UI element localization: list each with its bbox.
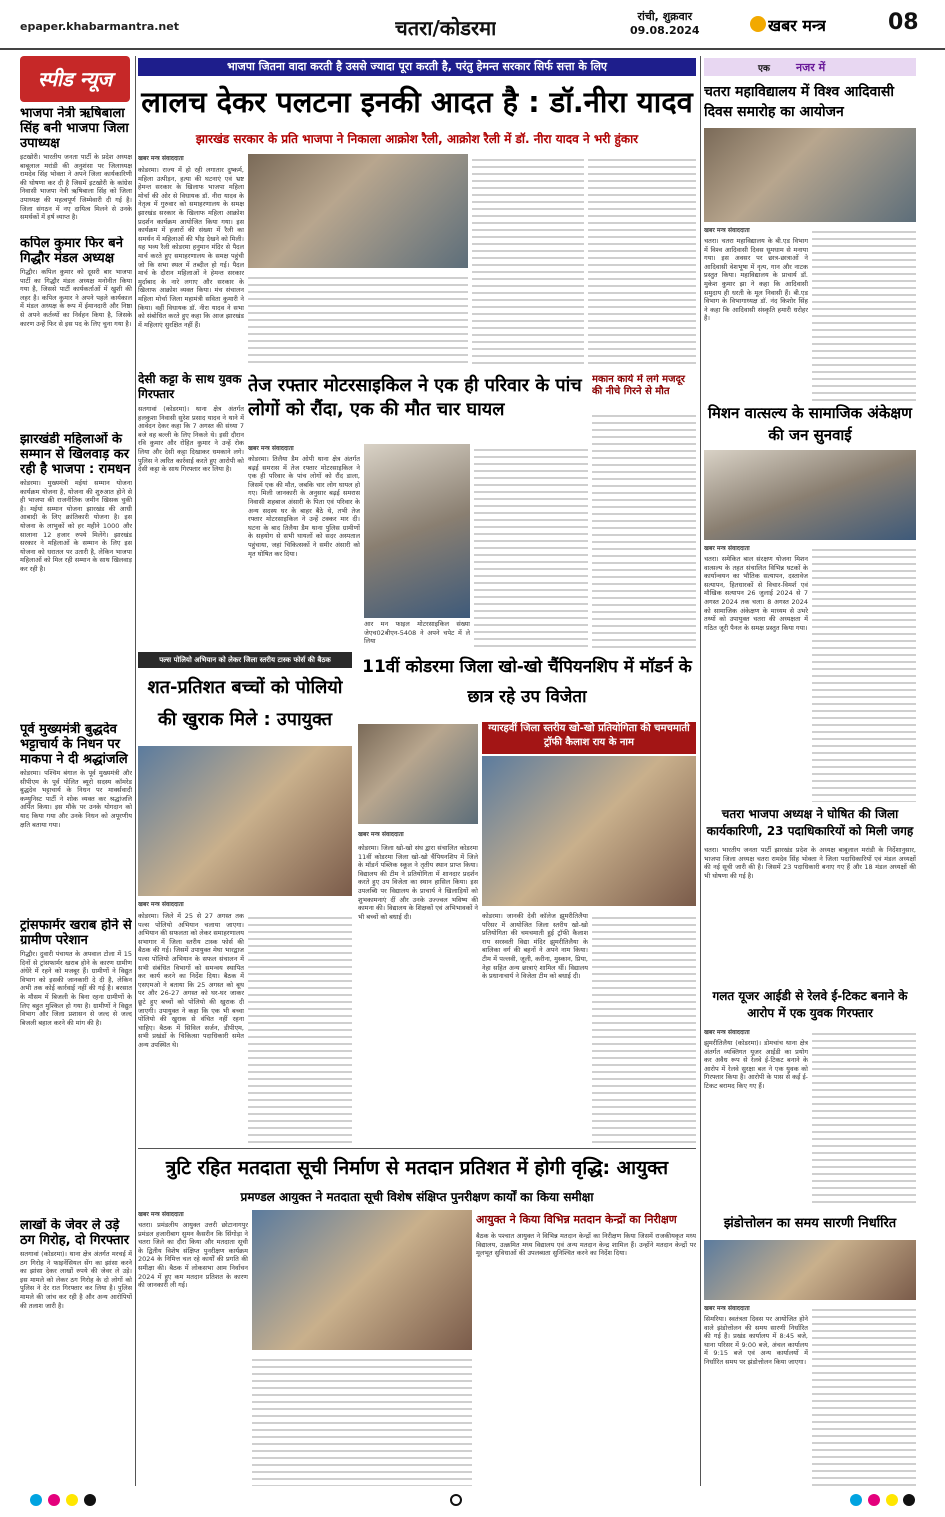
- story-body: सतगावां (कोडरमा)। थाना क्षेत्र अंतर्गत हलकुशा निवासी सुरेश प्रसाद यादव ने थाने में आवेदन देकर कहा कि 7 अगस्त की संध्या 7 बजे वह बल्ली के लिए निकले थे। इसी दौरान रवि कुमार और रोहित कुमार ने उन्हें रोक लिया और देसी कट्टा दिखाकर धमकाने लगे। पुलिस ने त्वरित कार्रवाई करते हुए आरोपी को देसी कट्टा के साथ गिरफ्तार कर लिया है।: [138, 405, 244, 474]
- desi-katta-story: [138, 372, 244, 650]
- r2-headline: मिशन वात्सल्य के सामाजिक अंकेक्षण की जन सुनवाई: [708, 404, 912, 444]
- kailash-body: कोडरमा। जानकी देवी कॉलेज झुमरीतिलैया परिसर में आयोजित जिला स्तरीय खो-खो प्रतियोगिता की चमचमाती हुई ट्रॉफी कैलाश राय सरस्वती विद्या मंदिर झुमरीतिलैया के बालिका वर्ग की बहनों ने अपने नाम किया। टीम में पल्लवी, जूली, करीना, मुस्कान, प्रिया, नेहा सहित अन्य छात्राएं शामिल थीं। विद्यालय के प्रधानाचार्य ने विजेता टीम को बधाई दी।: [482, 912, 588, 981]
- r2-col: [704, 544, 808, 802]
- left-item-1: [20, 106, 132, 230]
- section-title: चतरा/कोडरमा: [395, 16, 497, 40]
- column-divider: [700, 56, 701, 1486]
- left-headline: ट्रांसफार्मर खराब होने से ग्रामीण परेशान: [20, 918, 132, 948]
- voter-body: चतरा। प्रमंडलीय आयुक्त उत्तरी छोटानागपुर प्रमंडल हजारीबाग सुमन कैसरीन कि सिंगोड़ा ने चतरा जिले का दौरा किया और मतदाता सूची के द्वितीय विशेष संक्षिप्त पुनरीक्षण कार्यक्रम 2024 के निमित्त चल रहे कार्यों की प्रगति की समीक्षा की। बैठक में लोकसभा आम निर्वाचन 2024 में हुए कम मतदान प्रतिशत के कारण की जानकारी ली गई।: [138, 1221, 248, 1290]
- top-band: भाजपा जितना वादा करती है उससे ज्यादा पूरा करती है, परंतु हेमन्त सरकार सिर्फ सत्ता के लिए: [138, 58, 696, 76]
- mazdoor-text-block: [592, 410, 696, 650]
- r5-byline: खबर मन्त्र संवाददाता: [704, 1305, 750, 1312]
- lead-headline: लालच देकर पलटना इनकी आदत है : डॉ.नीरा यादव: [141, 85, 693, 119]
- polio-body: कोडरमा। जिले में 25 से 27 अगस्त तक पल्स पोलियो अभियान चलाया जाएगा। अभियान की सफलता को लेकर समाहरणालय सभागार में जिला स्तरीय टास्क फोर्स की बैठक की गई। जिसमें उपायुक्त मेघा भारद्वाज पल्स पोलियो अभियान के सफल संचालन में सभी संबंधित विभागों को समन्वय स्थापित कर कार्य करने का निर्देश दिया। बैठक में एसएमओ ने बताया कि 25 अगस्त को बूथ पर और 26-27 अगस्त को घर-घर जाकर छूटे हुए बच्चों को पोलियो की खुराक दी जाएगी। उपायुक्त ने कहा कि एक भी बच्चा पोलियो की खुराक से वंचित नहीं रहना चाहिए। बैठक में सिविल सर्जन, डीपीएम, सभी प्रखंडों के चिकित्सा पदाधिकारी समेत अन्य उपस्थित थे।: [138, 912, 244, 1049]
- lead-text-block: [248, 272, 468, 366]
- voter-col-1: [138, 1210, 248, 1486]
- city-day: रांची, शुक्रवार: [637, 10, 693, 23]
- r2-byline: खबर मन्त्र संवाददाता: [704, 545, 750, 552]
- rally-photo: [248, 154, 468, 268]
- masthead: [0, 0, 945, 50]
- voter-byline: खबर मन्त्र संवाददाता: [138, 1211, 184, 1218]
- story-headline: देसी कट्टा के साथ युवक गिरफ्तार: [138, 372, 242, 401]
- tab-nazar: नजर में: [796, 61, 826, 74]
- r4-text-block: [812, 1028, 916, 1208]
- voter-subhead: आयुक्त ने किया विभिन्न मतदान केन्द्रों का निरीक्षण: [476, 1213, 677, 1226]
- registration-dot-icon: [886, 1494, 898, 1506]
- left-headline: पूर्व मुख्यमंत्री बुद्धदेव भट्टाचार्य के निधन पर माकपा ने दी श्रद्धांजलि: [20, 722, 128, 767]
- voter-headline: त्रुटि रहित मतदाता सूची निर्माण से मतदान प्रतिशत में होगी वृद्धि: आयुक्त: [165, 1157, 669, 1179]
- polio-meeting-photo: [138, 746, 352, 896]
- dateline: [630, 10, 700, 38]
- r3-body: चतरा। भारतीय जनता पार्टी झारखंड प्रदेश के अध्यक्ष बाबूलाल मरांडी के निर्देशानुसार, भाजपा जिला अध्यक्ष चतरा रामदेव सिंह भोक्ता ने जिला पदाधिकारियों एवं मंडल अध्यक्षों की नई सूची जारी की है। जिसमें 23 पदाधिकारी बनाए गए हैं और 18 मंडल अध्यक्षों की भी घोषणा की गई है।: [704, 846, 916, 880]
- registration-dot-icon: [48, 1494, 60, 1506]
- left-item-4: [20, 722, 132, 912]
- polio-text-block: [248, 912, 352, 1144]
- polio-byline: खबर मन्त्र संवाददाता: [138, 901, 184, 908]
- speed-news-logo: स्पीड न्यूज: [20, 56, 130, 102]
- polio-band: पल्स पोलियो अभियान को लेकर जिला स्तरीय टास्क फोर्स की बैठक: [138, 652, 352, 668]
- r2-text-block: [812, 544, 916, 802]
- r1-body: चतरा। चतरा महाविद्यालय के बी.एड विभाग में विश्व आदिवासी दिवस धूमधाम से मनाया गया। इस अवसर पर छात्र-छात्राओं ने आदिवासी वेशभूषा में नृत्य, गान और नाटक प्रस्तुत किया। महाविद्यालय के प्राचार्य डॉ. मुकेश कुमार झा ने कहा कि आदिवासी समुदाय ही धरती के मूल निवासी हैं। बी.एड विभाग के विभागाध्यक्ष डॉ. नंद किशोर सिंह ने कहा कि आदिवासी संस्कृति हमारी धरोहर है।: [704, 237, 808, 323]
- khokho-photo: [358, 724, 478, 824]
- left-body: गिद्धौर। कपिल कुमार को दूसरी बार भाजपा पार्टी का गिद्धौर मंडल अध्यक्ष मनोनीत किया गया है, जिससे पार्टी कार्यकर्ताओं में खुशी की लहर है। कपिल कुमार ने अपने पहले कार्यकाल में मंडल अध्यक्ष के रूप में ईमानदारी और निष्ठा से अपने कर्तव्यों का निर्वहन किया है, जिसके कारण उन्हें फिर से इस पद के लिए चुना गया है।: [20, 268, 132, 328]
- lead-body: कोडरमा। राज्य में हो रही लगातार दुष्कर्म, महिला उत्पीड़न, हत्या की घटनाएं एवं भ्रष्ट हेमन्त सरकार के खिलाफ भाजपा महिला मोर्चा की ओर से विधायक डॉ. नीरा यादव के नेतृत्व में गुरुवार को समाहरणालय के समक्ष झारखंड सरकार के खिलाफ महिला आक्रोश प्रदर्शन कार्यक्रम आयोजित किया गया। इस कार्यक्रम में हजारों की संख्या में रैली का समर्थन में महिलाओं की भीड़ देखने को मिली। यह भव्य रैली कोडरमा हनुमान मंदिर से पैदल मार्च करते हुए समाहरणालय के समक्ष पहुंची जो कि सभा स्थल में तब्दील हो गई। पैदल मार्च के दौरान महिलाओं ने हेमन्त सरकार मुर्दाबाद के नारे लगाए और सरकार के खिलाफ आक्रोश व्यक्त किया। मंच संचालन महिला मोर्चा जिला महामंत्री सविता कुमारी ने किया। वहीं विधायक डॉ. नीरा यादव ने सभा को संबोधित करते हुए कहा कि आज झारखंड में महिलाएं सुरक्षित नहीं हैं।: [138, 166, 244, 329]
- r5-text-block: [812, 1304, 916, 1486]
- moto-body: कोडरमा। तिलैया डैम ओपी थाना क्षेत्र अंतर्गत बढ़ई समरास में तेज रफ्तार मोटरसाइकिल ने एक ही परिवार के पांच लोगों को रौंद डाला, जिसमें एक की मौत, जबकि चार लोग घायल हो गए। मिली जानकारी के अनुसार बढ़ई समरास निवासी शहबाज अंसारी के पिता एवं परिवार के अन्य सदस्य घर के बाहर बैठे थे, तभी तेज रफ्तार मोटरसाइकिल ने उन्हें टक्कर मार दी। घटना के बाद तिलैया डैम थाना पुलिस ग्रामीणों के सहयोग से सभी घायलों को सदर अस्पताल पहुंचाया, जहां चिकित्सकों ने समीर अंसारी को मृत घोषित कर दिया।: [248, 455, 360, 558]
- left-body: सतगावां (कोडरमा)। थाना क्षेत्र अंतर्गत मरचई में ठग गिरोह ने फाइनेंसियल सेंग का झांसा करने का झांसा देकर लाखों रुपये की जेवर ले उड़े। इस मामले को लेकर ठग गिरोह के दो लोगों को पुलिस ने देर रात गिरफ्तार कर लिया है। पुलिस मामले की जांच कर रही है और अन्य आरोपियों की तलाश जारी है।: [20, 1250, 132, 1310]
- kailash-text-block: [592, 912, 696, 1144]
- voter-text-block: [252, 1354, 472, 1486]
- date: 09.08.2024: [630, 24, 700, 37]
- hearing-photo: [704, 450, 916, 540]
- moto-caption: आर मन फाइल मोटरसाइकिल संख्या जेएच02बीएन-5408 ने अपने चपेट में ले लिया: [364, 620, 470, 646]
- left-headline: भाजपा नेत्री ऋषिबाला सिंह बनी भाजपा जिला उपाध्यक्ष: [20, 106, 129, 151]
- print-registration-marks: [30, 1490, 915, 1510]
- site-url[interactable]: epaper.khabarmantra.net: [20, 20, 179, 33]
- khokho-headline: 11वीं कोडरमा जिला खो-खो चैंपियनशिप में मॉडर्न के छात्र रहे उप विजेता: [362, 657, 692, 707]
- r4-headline: गलत यूजर आईडी से रेलवे ई-टिकट बनाने के आरोप में एक युवक गिरफ्तार: [712, 989, 908, 1020]
- registration-dot-icon: [903, 1494, 915, 1506]
- left-body: कोडरमा। पश्चिम बंगाल के पूर्व मुख्यमंत्री और सीपीएम के पूर्व पोलित ब्यूरो सदस्य कॉमरेड बुद्धदेव भट्टाचार्य के निधन पर मार्क्सवादी कम्युनिस्ट पार्टी ने शोक व्यक्त कर श्रद्धांजलि अर्पित किया। इस मौके पर उनके योगदान को याद किया गया और उनके निधन को अपूरणीय क्षति बताया गया।: [20, 769, 132, 829]
- flag-meeting-photo: [704, 1240, 916, 1300]
- r5-col: [704, 1304, 808, 1486]
- tab-ek: एक: [758, 64, 770, 74]
- r5-body: सिमरिया। स्वतंत्रता दिवस पर आयोजित होने वाले झंडोत्तोलन की समय सारणी निर्धारित की गई है। प्रखंड कार्यालय में 8:45 बजे, थाना परिसर में 9:00 बजे, अंचल कार्यालय में 9:15 बजे एवं अन्य कार्यालयों में निर्धारित समय पर झंडोत्तोलन किया जाएगा।: [704, 1315, 808, 1366]
- voter-sub-body: बैठक के पश्चात आयुक्त ने विभिन्न मतदान केन्द्रों का निरीक्षण किया जिसमें राजकीयकृत मध्य विद्यालय, उत्क्रमित मध्य विद्यालय एवं अन्य मतदान केन्द्र शामिल हैं। उन्होंने मतदान केन्द्रों पर मूलभूत सुविधाओं की उपलब्धता सुनिश्चित करने का निर्देश दिया।: [476, 1232, 696, 1258]
- r1-text-block: [812, 226, 916, 402]
- left-headline: कपिल कुमार फिर बने गिद्धौर मंडल अध्यक्ष: [20, 236, 123, 266]
- moto-headline: तेज रफ्तार मोटरसाइकिल ने एक ही परिवार के पांच लोगों को रौंदा, एक की मौत चार घायल: [248, 375, 582, 420]
- r2-body: चतरा। समेकित बाल संरक्षण योजना मिशन वात्सल्य के तहत संचालित विभिन्न घटकों के कार्यान्वयन का भौतिक सत्यापन, दस्तावेज सत्यापन, हितधारकों से विचार-विमर्श एवं मौखिक सत्यापन 26 जुलाई 2024 से 7 अगस्त 2024 तक चला। 8 अगस्त 2024 को सामाजिक अंकेक्षण के माध्यम से उभरे तथ्यों को उपायुक्त चतरा की अध्यक्षता में गठित जूरी पैनल के समक्ष प्रस्तुत किया गया।: [704, 555, 808, 632]
- lead-byline: खबर मन्त्र संवाददाता: [138, 155, 184, 162]
- left-headline: झारखंडी महिलाओं के सम्मान से खिलवाड़ कर रही है भाजपा : रामधन: [20, 432, 131, 477]
- left-body: इटखोरी। भारतीय जनता पार्टी के प्रदेश अध्यक्ष बाबूलाल मरांडी की अनुशंसा पर जिलाध्यक्ष रामदेव सिंह भोक्ता ने अपने जिला कार्यकारिणी की घोषणा कर दी है जिसमें इटखोरी के कांग्रेस निवासी भाजपा नेत्री ऋषिबाला सिंह को जिला उपाध्यक्ष की महत्वपूर्ण जिम्मेवारी दी गई है। जिला संगठन में नए दायित्व मिलने से उनके समर्थकों में हर्ष व्याप्त है।: [20, 153, 132, 222]
- registration-dot-icon: [30, 1494, 42, 1506]
- lead-text-block: [472, 154, 584, 366]
- moto-byline: खबर मन्त्र संवाददाता: [248, 445, 294, 452]
- lead-col-1: [138, 154, 244, 366]
- registration-dot-icon: [850, 1494, 862, 1506]
- moto-col-1: [248, 444, 360, 650]
- commissioner-photo: [252, 1210, 472, 1350]
- left-item-2: [20, 236, 132, 426]
- registration-dot-icon: [868, 1494, 880, 1506]
- divider: [138, 1148, 696, 1149]
- mazdoor-headline: मकान कार्य में लगे मजदूर की नीचे गिरने से मौत: [592, 374, 685, 397]
- registration-dot-icon: [84, 1494, 96, 1506]
- r1-byline: खबर मन्त्र संवाददाता: [704, 227, 750, 234]
- kailash-box: ग्यारहवीं जिला स्तरीय खो-खो प्रतियोगिता की चमचमाती ट्रॉफी कैलाश राय के नाम: [482, 722, 696, 754]
- trophy-photo: [482, 756, 696, 906]
- brand-logo-icon: [750, 16, 766, 32]
- r4-col: [704, 1028, 808, 1208]
- left-body: कोडरमा। मुख्यमंत्री मईयां सम्मान योजना कार्यक्रम योजना है, योजना की शुरुआत होने से ही भाजपा की राजनीतिक जमीन खिसक चुकी है। मईयां सम्मान योजना झारखंड की आधी आबादी के लिए क्रांतिकारी योजना है। इस योजना के लाभुकों को हर महीने 1000 और सालाना 12 हजार रुपये मिलेंगे। झारखंड सरकार ने महिलाओं के सम्मान के लिए इस योजना को धरातल पर उतारी है, लेकिन भाजपा महिलाओं को मिल रही सम्मान के साथ खिलवाड़ कर रही है।: [20, 479, 132, 573]
- lead-kicker: झारखंड सरकार के प्रति भाजपा ने निकाला आक्रोश रैली, आक्रोश रैली में डॉ. नीरा यादव ने भरी हुंकार: [195, 132, 639, 146]
- victim-photo: [364, 444, 470, 618]
- r3-headline: चतरा भाजपा अध्यक्ष ने घोषित की जिला कार्यकारिणी, 23 पदाधिकारियों को मिली जगह: [706, 807, 914, 838]
- moto-text-block: [474, 444, 588, 650]
- left-body: गिद्धौर। दुवारी पंचायत के अपवाल टोला में 15 दिनों से ट्रांसफार्मर खराब होने के कारण ग्रामीण अंधेरे में रहने को मजबूर हैं। ग्रामीणों ने विद्युत विभाग को इसकी जानकारी दे दी है, लेकिन अभी तक कोई कार्रवाई नहीं की गई है। बरसात के मौसम में बिजली के बिना रहना ग्रामीणों के लिए बहुत मुश्किल हो गया है। ग्रामीणों ने विद्युत विभाग और जिला प्रशासन से जल्द से जल्द बिजली बहाल करने की मांग की है।: [20, 950, 132, 1027]
- r4-body: झुमरीतिलैया (कोडरमा)। डोमचांच थाना क्षेत्र अंतर्गत व्यक्तिगत यूजर आईडी का प्रयोग कर अवैध रूप से रेलवे ई-टिकट बनाने के आरोप में रेलवे सुरक्षा बल ने एक युवक को गिरफ्तार किया है। आरोपी के पास से कई ई-टिकट बरामद किए गए हैं।: [704, 1039, 808, 1090]
- left-item-3: [20, 432, 132, 722]
- ek-nazar-tab: [704, 58, 916, 76]
- r5-headline: झंडोत्तोलन का समय सारणी निर्धारित: [723, 1216, 897, 1231]
- registration-dot-icon: [66, 1494, 78, 1506]
- brand-name: खबर मन्त्र: [768, 16, 826, 35]
- page-number: 08: [888, 10, 919, 35]
- column-divider: [135, 56, 136, 1486]
- khokho-byline: खबर मन्त्र संवाददाता: [358, 831, 404, 838]
- r1-headline: चतरा महाविद्यालय में विश्व आदिवासी दिवस समारोह का आयोजन: [704, 84, 895, 120]
- left-item-6: [20, 1218, 132, 1486]
- r1-col: [704, 226, 808, 402]
- polio-headline: शत-प्रतिशत बच्चों को पोलियो की खुराक मिले : उपायुक्त: [147, 677, 343, 730]
- khokho-body: कोडरमा। जिला खो-खो संघ द्वारा संचालित कोडरमा 11वीं कोडरमा जिला खो-खो चैंपियनशिप में जिले के मॉडर्न पब्लिक स्कूल ने तृतीय स्थान प्राप्त किया। विद्यालय की टीम ने प्रतियोगिता में शानदार प्रदर्शन करते हुए उप विजेता का स्थान हासिल किया। इस उपलब्धि पर विद्यालय के प्राचार्य ने खिलाड़ियों को शुभकामनाएं दीं और उनके उज्ज्वल भविष्य की कामना की। विद्यालय के शिक्षकों एवं अभिभावकों ने भी बच्चों को बधाई दी।: [358, 844, 478, 921]
- lead-text-block: [588, 154, 696, 366]
- r4-byline: खबर मन्त्र संवाददाता: [704, 1029, 750, 1036]
- left-headline: लाखों के जेवर ले उड़े ठग गिरोह, दो गिरफ्तार: [20, 1218, 130, 1248]
- crosshair-icon: [450, 1494, 462, 1506]
- voter-kicker: प्रमण्डल आयुक्त ने मतदाता सूची विशेष संक्षिप्त पुनरीक्षण कार्यों का किया समीक्षा: [240, 1190, 594, 1204]
- tribal-day-photo: [704, 128, 916, 222]
- left-item-5: [20, 918, 132, 1218]
